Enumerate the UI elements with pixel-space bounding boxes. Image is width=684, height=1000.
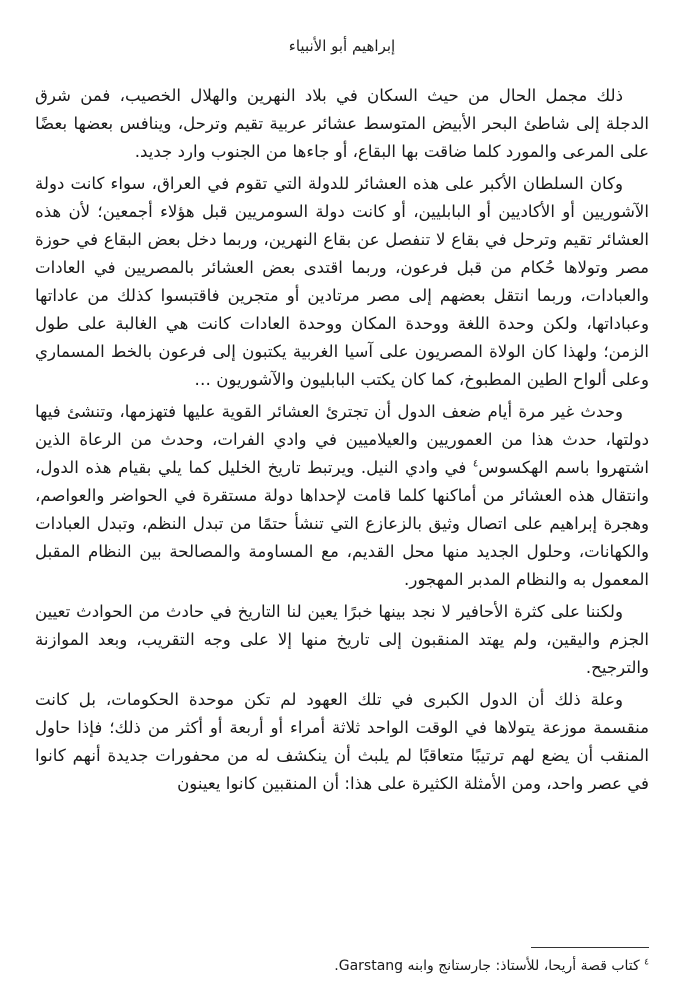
footnote: [35, 956, 649, 976]
footnote-text: كتاب قصة أريحا، للأستاذ: جارستانج وابنه: [407, 958, 640, 974]
footnote-latin-name: Garstang: [338, 958, 404, 974]
paragraph-5: وعلة ذلك أن الدول الكبرى في تلك العهود لم تكن موحدة الحكومات، بل كانت منقسمة موزعة يتولاها في الوقت الواحد ثلاثة أمراء أو أربعة أو أكثر من ذلك؛ فإذا حاول المنقب أن يضع لهم ترتيبًا متعاقبًا لم يلبث أن ينكشف له من محفورات جديدة أنهم كانوا في عصر واحد، ومن الأمثلة الكثيرة على هذا: أن المنقبين كانوا يعينون: [35, 690, 649, 793]
paragraph-2: وكان السلطان الأكبر على هذه العشائر للدولة التي تقوم في العراق، سواء كانت دولة الآشوريين أو الأكاديين أو البابليين، أو كانت دولة السومريين قبل هؤلاء أجمعين؛ لأن هذه العشائر تقيم وترحل في بقاع لا تنفصل عن بقاع النهرين، وربما دخل بعض البقاع في حوزة مصر وتولاها حُكام من قبل فرعون، وربما اقتدى بعض العشائر بالمصريين في العادات والعبادات، وربما انتقل بعضهم إلى مصر مرتادين أو متجرين فاقتبسوا كذلك من عاداتها وعباداتها، ولكن وحدة اللغة ووحدة المكان ووحدة العادات كانت هي الغالبة على طول الزمن؛ ولهذا كان الولاة المصريون على آسيا الغربية يكتبون إلى فرعون بالخط المسماري وعلى ألواح الطين المطبوخ، كما كان يكتب البابليون والآشوريون …: [35, 174, 649, 389]
footnote-marker: ٤: [644, 957, 649, 968]
running-header: إبراهيم أبو الأنبياء: [288, 37, 396, 55]
footnote-reference[interactable]: ٤: [472, 458, 479, 470]
paragraph-3-part-1: وحدث غير مرة أيام ضعف الدول أن تجترئ العشائر القوية عليها فتهزمها، وتنشئ فيها دولتها، حدث هذا من العموريين والعيلاميين في وادي الفرات، وحدث من الرعاة الذين اشتهروا باسم الهكسوس: [35, 402, 649, 477]
paragraph-1: ذلك مجمل الحال من حيث السكان في بلاد النهرين والهلال الخصيب، فمن شرق الدجلة إلى شاطئ البحر الأبيض المتوسط عشائر عربية تقيم وترحل، وينافس بعضها بعضًا على المرعى والمورد كلما ضاقت بها البقاع، أو جاءها من الجنوب وارد جديد.: [35, 86, 649, 161]
paragraph-3: [35, 398, 649, 594]
body-text: [35, 82, 649, 798]
footnote-end: .: [334, 958, 339, 974]
footnote-divider: [531, 947, 649, 948]
paragraph-3-part-2: في وادي النيل. ويرتبط تاريخ الخليل كما يلي بقيام هذه الدول، وانتقال هذه العشائر من أماكنها كلما قامت لإحداها دولة مستقرة في الحواضر والعواصم، وهجرة إبراهيم على اتصال وثيق بالزعازع التي تنشأ حتمًا من تبدل النظم، وتبدل العبادات والكهانات، وحلول الجديد منها محل القديم، مع المساومة والمصالحة بين النظام المقبل المعمول به والنظام المدبر المهجور.: [35, 458, 649, 589]
paragraph-4: ولكننا على كثرة الأحافير لا نجد بينها خبرًا يعين لنا التاريخ في حادث من الحوادث تعيين الجزم واليقين، ولم يهتد المنقبون إلى تاريخ منها إلا على وجه التقريب، وبعد الموازنة والترجيح.: [35, 602, 649, 677]
